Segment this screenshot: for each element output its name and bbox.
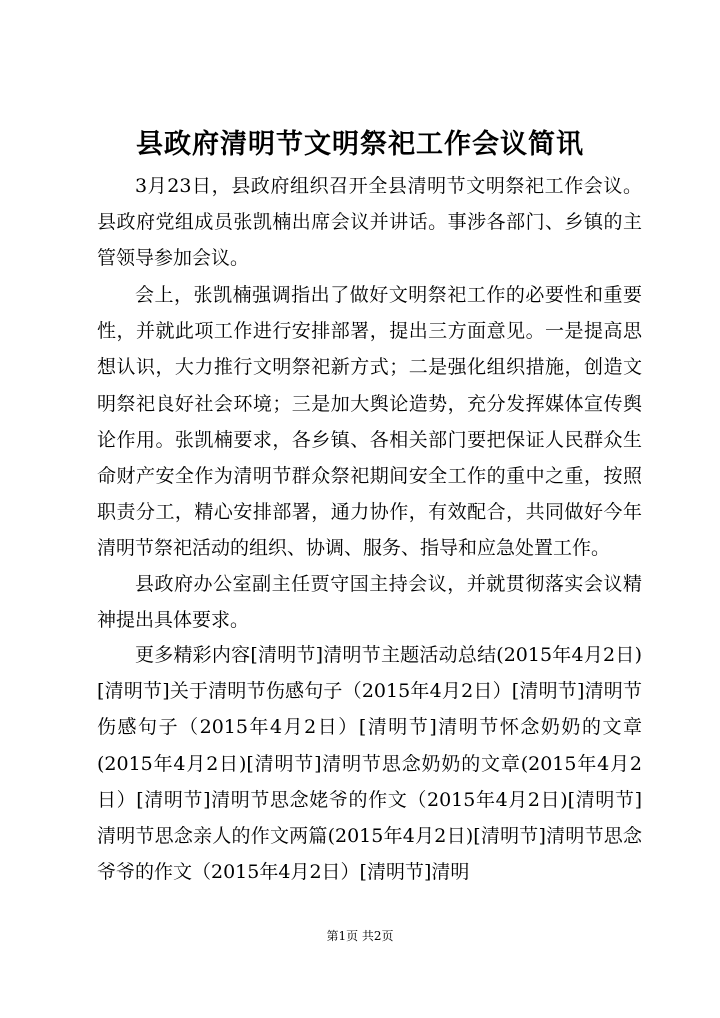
document-title: 县政府清明节文明祭祀工作会议简讯 [136,129,584,160]
paragraph-meeting-intro: 3月23日，县政府组织召开全县清明节文明祭祀工作会议。县政府党组成员张凯楠出席会议并讲话。事涉各部门、乡镇的主管领导参加会议。 [97,175,642,270]
page-footer: 第1页 共2页 [326,929,394,943]
paragraph-more-content: 更多精彩内容[清明节]清明节主题活动总结(2015年4月2日)[清明节]关于清明节伤感句子（2015年4月2日）[清明节]清明节伤感句子（2015年4月2日）[清明节]清明节怀念奶奶的文章(2015年4月2日)[清明节]清明节思念奶奶的文章(2015年4月2日）[清明节]清明节思念姥爷的作文（2015年4月2日)[清明节]清明节思念亲人的作文两篇(2015年4月2日)[清明节]清明节思念爷爷的作文（2015年4月2日）[清明节]清明 [97,644,642,884]
paragraph-meeting-host: 县政府办公室副主任贾守国主持会议，并就贯彻落实会议精神提出具体要求。 [97,573,642,632]
paragraph-meeting-speech: 会上，张凯楠强调指出了做好文明祭祀工作的必要性和重要性，并就此项工作进行安排部署，提出三方面意见。一是提高思想认识，大力推行文明祭祀新方式；二是强化组织措施，创造文明祭祀良好社会环境；三是加大舆论造势，充分发挥媒体宣传舆论作用。张凯楠要求，各乡镇、各相关部门要把保证人民群众生命财产安全作为清明节群众祭祀期间安全工作的重中之重，按照职责分工，精心安排部署，通力协作，有效配合，共同做好今年清明节祭祀活动的组织、协调、服务、指导和应急处置工作。 [97,284,642,560]
